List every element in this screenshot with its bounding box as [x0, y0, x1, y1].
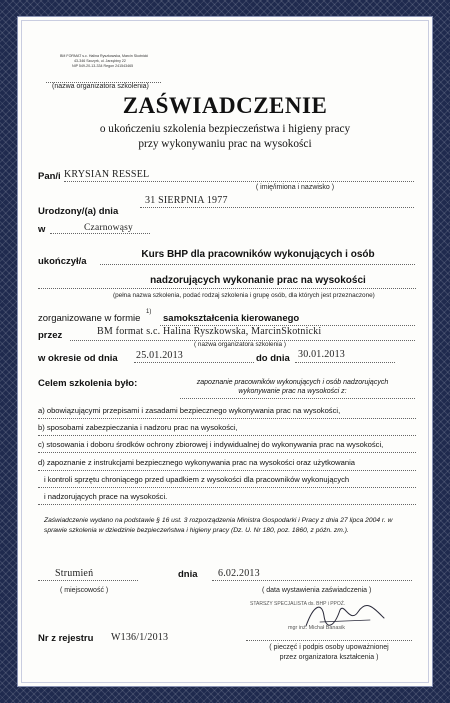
form-footnote: 1) [146, 309, 152, 315]
goal-line-a [38, 418, 416, 419]
organizer-caption: (nazwa organizatora szkolenia) [52, 83, 149, 90]
goal-item-b: b) sposobami zabezpieczania i nadzoru prac na wysokości, [38, 423, 238, 432]
goal-item-a: a) obowiązującymi przepisami i zasadami bezpiecznego wykonywania prac na wysokości, [38, 406, 341, 415]
issue-date-caption: ( data wystawienia zaświadczenia ) [262, 587, 372, 594]
goal-line [180, 398, 415, 399]
name-caption: ( imię/imiona i nazwisko ) [255, 184, 335, 191]
registry-number: W136/1/2013 [111, 632, 169, 643]
name-label: Pan/i [38, 171, 61, 182]
birth-place: Czarnowąsy [84, 223, 133, 233]
goal-line-f [38, 504, 416, 505]
signature-stamp-name: mgr inż. Michał Banasik [288, 625, 345, 631]
goal-line-e [38, 487, 416, 488]
course-name-line-1: Kurs BHP dla pracowników wykonujących i osób [141, 249, 375, 260]
goal-item-c: c) stosowania i doboru środków ochrony zbiorowej i indywidualnej do wykonywania prac na wysokości, [38, 440, 384, 449]
signature-line [246, 640, 412, 641]
organizer-stamp [60, 54, 160, 70]
course-line-2 [38, 288, 416, 289]
by-label: przez [38, 330, 63, 341]
goal-item-d-cont-2: i nadzorujących prace na wysokości. [44, 492, 168, 501]
goal-item-d: d) zapoznanie z instrukcjami bezpiecznego wykonywania prac na wysokości oraz użytkowania [38, 458, 355, 467]
period-label: w okresie od dnia [38, 353, 118, 364]
goal-label: Celem szkolenia było: [38, 378, 138, 389]
certificate-title: ZAŚWIADCZENIE [122, 93, 328, 118]
date-to-line [295, 362, 395, 363]
signature-caption [240, 643, 418, 663]
organizer-stamp-line1: BM FORMAT s.c. Halina Ryszkowska, Marcin Skotnicki [60, 54, 149, 58]
goal-item-d-cont-1: i kontroli sprzętu chroniącego przed upadkiem z wysokości dla pracowników wykonujących [44, 475, 350, 484]
person-name: KRYSIAN RESSEL [64, 169, 150, 180]
goal-line-d [38, 470, 416, 471]
course-caption: (pełna nazwa szkolenia, podać rodzaj szkolenia i grupę osób, dla których jest przeznaczone) [113, 292, 375, 299]
born-label: Urodzony/(a) dnia [38, 206, 119, 217]
organizer-stamp-line3: NIP 549-20-13-334 Regon 241543465 [72, 64, 134, 69]
date-to: 30.01.2013 [298, 349, 345, 360]
goal-line-b [38, 435, 416, 436]
form-value: samokształcenia kierowanego [163, 313, 300, 324]
signature-stamp-title: STARSZY SPECJALISTA ds. BHP i PPOŻ. [250, 601, 346, 607]
born-line [140, 207, 414, 208]
course-line-1 [100, 264, 415, 265]
date-to-label: do dnia [256, 353, 290, 364]
subtitle-line-2: przy wykonywaniu prac na wysokości [138, 138, 312, 150]
issue-date: 6.02.2013 [218, 568, 260, 579]
completed-label: ukończył/a [38, 256, 87, 267]
form-label: zorganizowane w formie [38, 313, 141, 324]
organizer-name: BM format s.c. Halina Ryszkowska, MarcinSkotnicki [97, 326, 322, 337]
legal-basis: Zaświadczenie wydano na podstawie § 16 ust. 3 rozporządzenia Ministra Gospodarki i Pracy z dnia 27 lipca 2004 r. w sprawie szkolenia w dziedzinie bezpieczeństwa i higieny pracy (Dz. U. Nr 180, poz. 1860, z późn. zm.). [44, 517, 393, 534]
place-label: w [38, 224, 46, 235]
course-name-line-2: nadzorujących wykonanie prac na wysokości [150, 275, 366, 286]
issue-date-label: dnia [178, 569, 198, 580]
signature-caption-2: przez organizatora kształcenia ) [279, 654, 379, 661]
goal-caption: zapoznanie pracowników wykonujących i osób nadzorujących wykonywanie prac na wysokości z: [196, 379, 389, 395]
date-from-line [134, 362, 254, 363]
signature-caption-1: ( pieczęć i podpis osoby upoważnionej [269, 644, 389, 651]
date-from: 25.01.2013 [136, 350, 183, 361]
name-line [64, 181, 414, 182]
issue-date-line [212, 580, 412, 581]
organizer-stamp-line2: 43-346 Szczyrk, ul. Jarzębiny 22 [74, 59, 126, 64]
place-line [50, 233, 150, 234]
goal-line-c [38, 452, 416, 453]
issue-place: Strumień [55, 568, 94, 579]
by-caption: ( nazwa organizatora szkolenia ) [194, 341, 286, 348]
issue-place-line [38, 580, 138, 581]
subtitle-line-1: o ukończeniu szkolenia bezpieczeństwa i higieny pracy [99, 123, 351, 135]
born-date: 31 SIERPNIA 1977 [145, 195, 228, 206]
issue-place-caption: ( miejscowość ) [60, 587, 109, 594]
handwritten-signature [300, 598, 390, 634]
registry-label: Nr z rejestru [38, 633, 94, 644]
